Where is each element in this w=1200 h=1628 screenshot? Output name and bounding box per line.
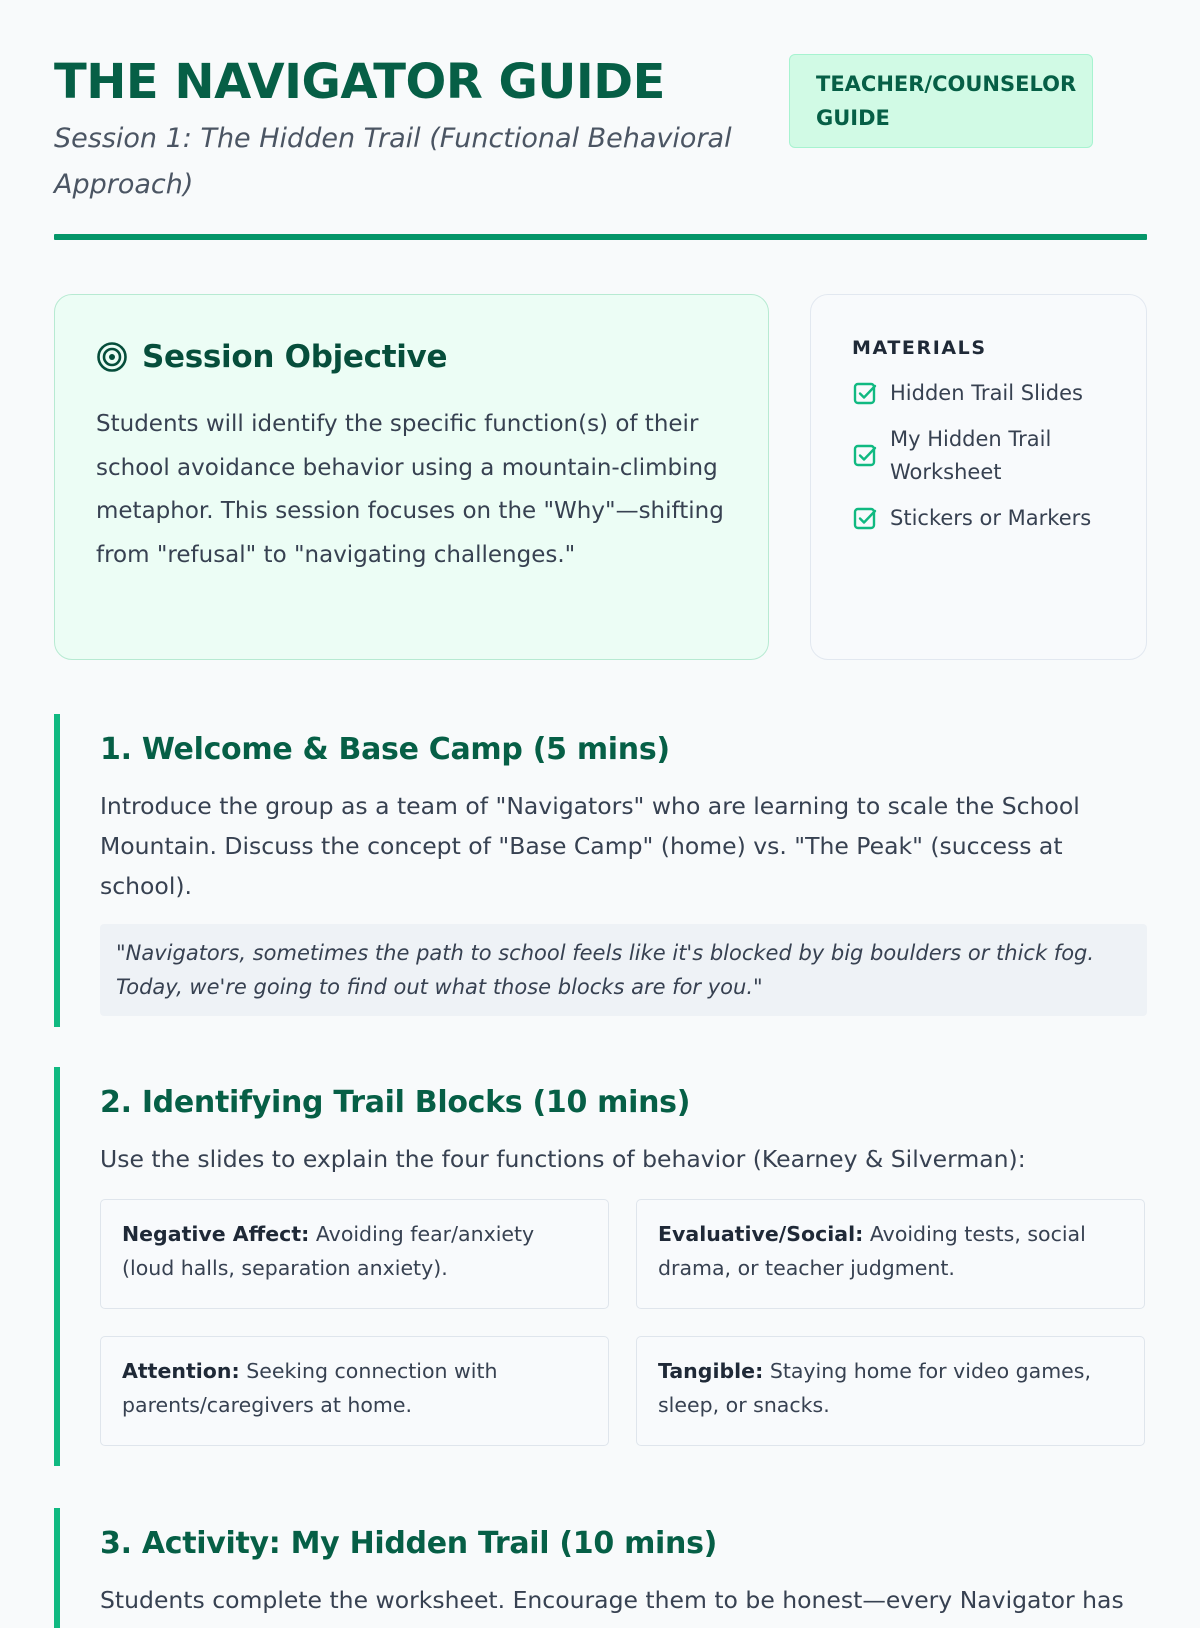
guide-type-badge: TEACHER/COUNSELOR GUIDE: [789, 54, 1093, 148]
section-title: 3. Activity: My Hidden Trail (10 mins): [100, 1526, 718, 1561]
page-header: [54, 0, 1147, 242]
session-objective-card: [54, 294, 769, 660]
materials-list: [852, 377, 1146, 535]
function-term: Negative Affect:: [122, 1222, 310, 1246]
target-icon: [96, 341, 128, 373]
function-card-negative-affect: [100, 1199, 609, 1309]
function-description: Seeking connection with parents/caregivers at home.: [122, 1359, 498, 1417]
lesson-guide-page: [54, 0, 1147, 1614]
section-activity-hidden-trail: [54, 1508, 1147, 1628]
materials-title: MATERIALS: [852, 337, 987, 359]
section-text: Students complete the worksheet. Encourage them to be honest—every Navigator has: [100, 1586, 1124, 1614]
function-description: Avoiding fear/anxiety (loud halls, separation anxiety).: [122, 1222, 535, 1280]
materials-item-label: My Hidden Trail Worksheet: [890, 427, 1052, 484]
materials-item: [852, 502, 1146, 535]
objective-text: Students will identify the specific function(s) of their school avoidance behavior using a mountain-climbing metaphor. This session focuses on the "Why"—shifting from "refusal" to "navigating challenges.": [96, 411, 724, 568]
script-quote: "Navigators, sometimes the path to school feels like it's blocked by big boulders or thick fog. Today, we're going to find out what those blocks are for you.": [100, 924, 1147, 1016]
page-subtitle: Session 1: The Hidden Trail (Functional Behavioral Approach): [54, 123, 732, 200]
section-title: 1. Welcome & Base Camp (5 mins): [100, 732, 670, 767]
materials-card: [810, 294, 1147, 660]
function-term: Evaluative/Social:: [658, 1222, 864, 1246]
check-square-icon: [852, 381, 878, 407]
section-identifying-trail-blocks: [54, 1067, 1147, 1466]
objective-title: Session Objective: [142, 339, 448, 375]
section-welcome-base-camp: [54, 714, 1147, 1027]
objective-heading: [96, 335, 728, 379]
header-divider: [54, 234, 1147, 240]
materials-item-label: Stickers or Markers: [890, 506, 1092, 530]
section-text: Introduce the group as a team of "Navigators" who are learning to scale the School Mountain. Discuss the concept of "Base Camp" (home) vs. "The Peak" (success at school).: [100, 792, 1080, 900]
function-card-attention: [100, 1336, 609, 1446]
function-card-tangible: [636, 1336, 1145, 1446]
section-title: 2. Identifying Trail Blocks (10 mins): [100, 1085, 691, 1120]
function-description: Staying home for video games, sleep, or snacks.: [658, 1359, 1091, 1417]
check-square-icon: [852, 506, 878, 532]
function-description: Avoiding tests, social drama, or teacher judgment.: [658, 1222, 1086, 1280]
materials-item: [852, 423, 1146, 489]
section-text: Use the slides to explain the four functions of behavior (Kearney & Silverman):: [100, 1145, 1026, 1173]
function-term: Attention:: [122, 1359, 240, 1383]
function-term: Tangible:: [658, 1359, 764, 1383]
check-square-icon: [852, 443, 878, 469]
page-title: THE NAVIGATOR GUIDE: [54, 54, 665, 110]
behavior-functions-grid: [100, 1199, 1147, 1446]
materials-item-label: Hidden Trail Slides: [890, 381, 1083, 405]
function-card-evaluative-social: [636, 1199, 1145, 1309]
materials-item: [852, 377, 1146, 410]
